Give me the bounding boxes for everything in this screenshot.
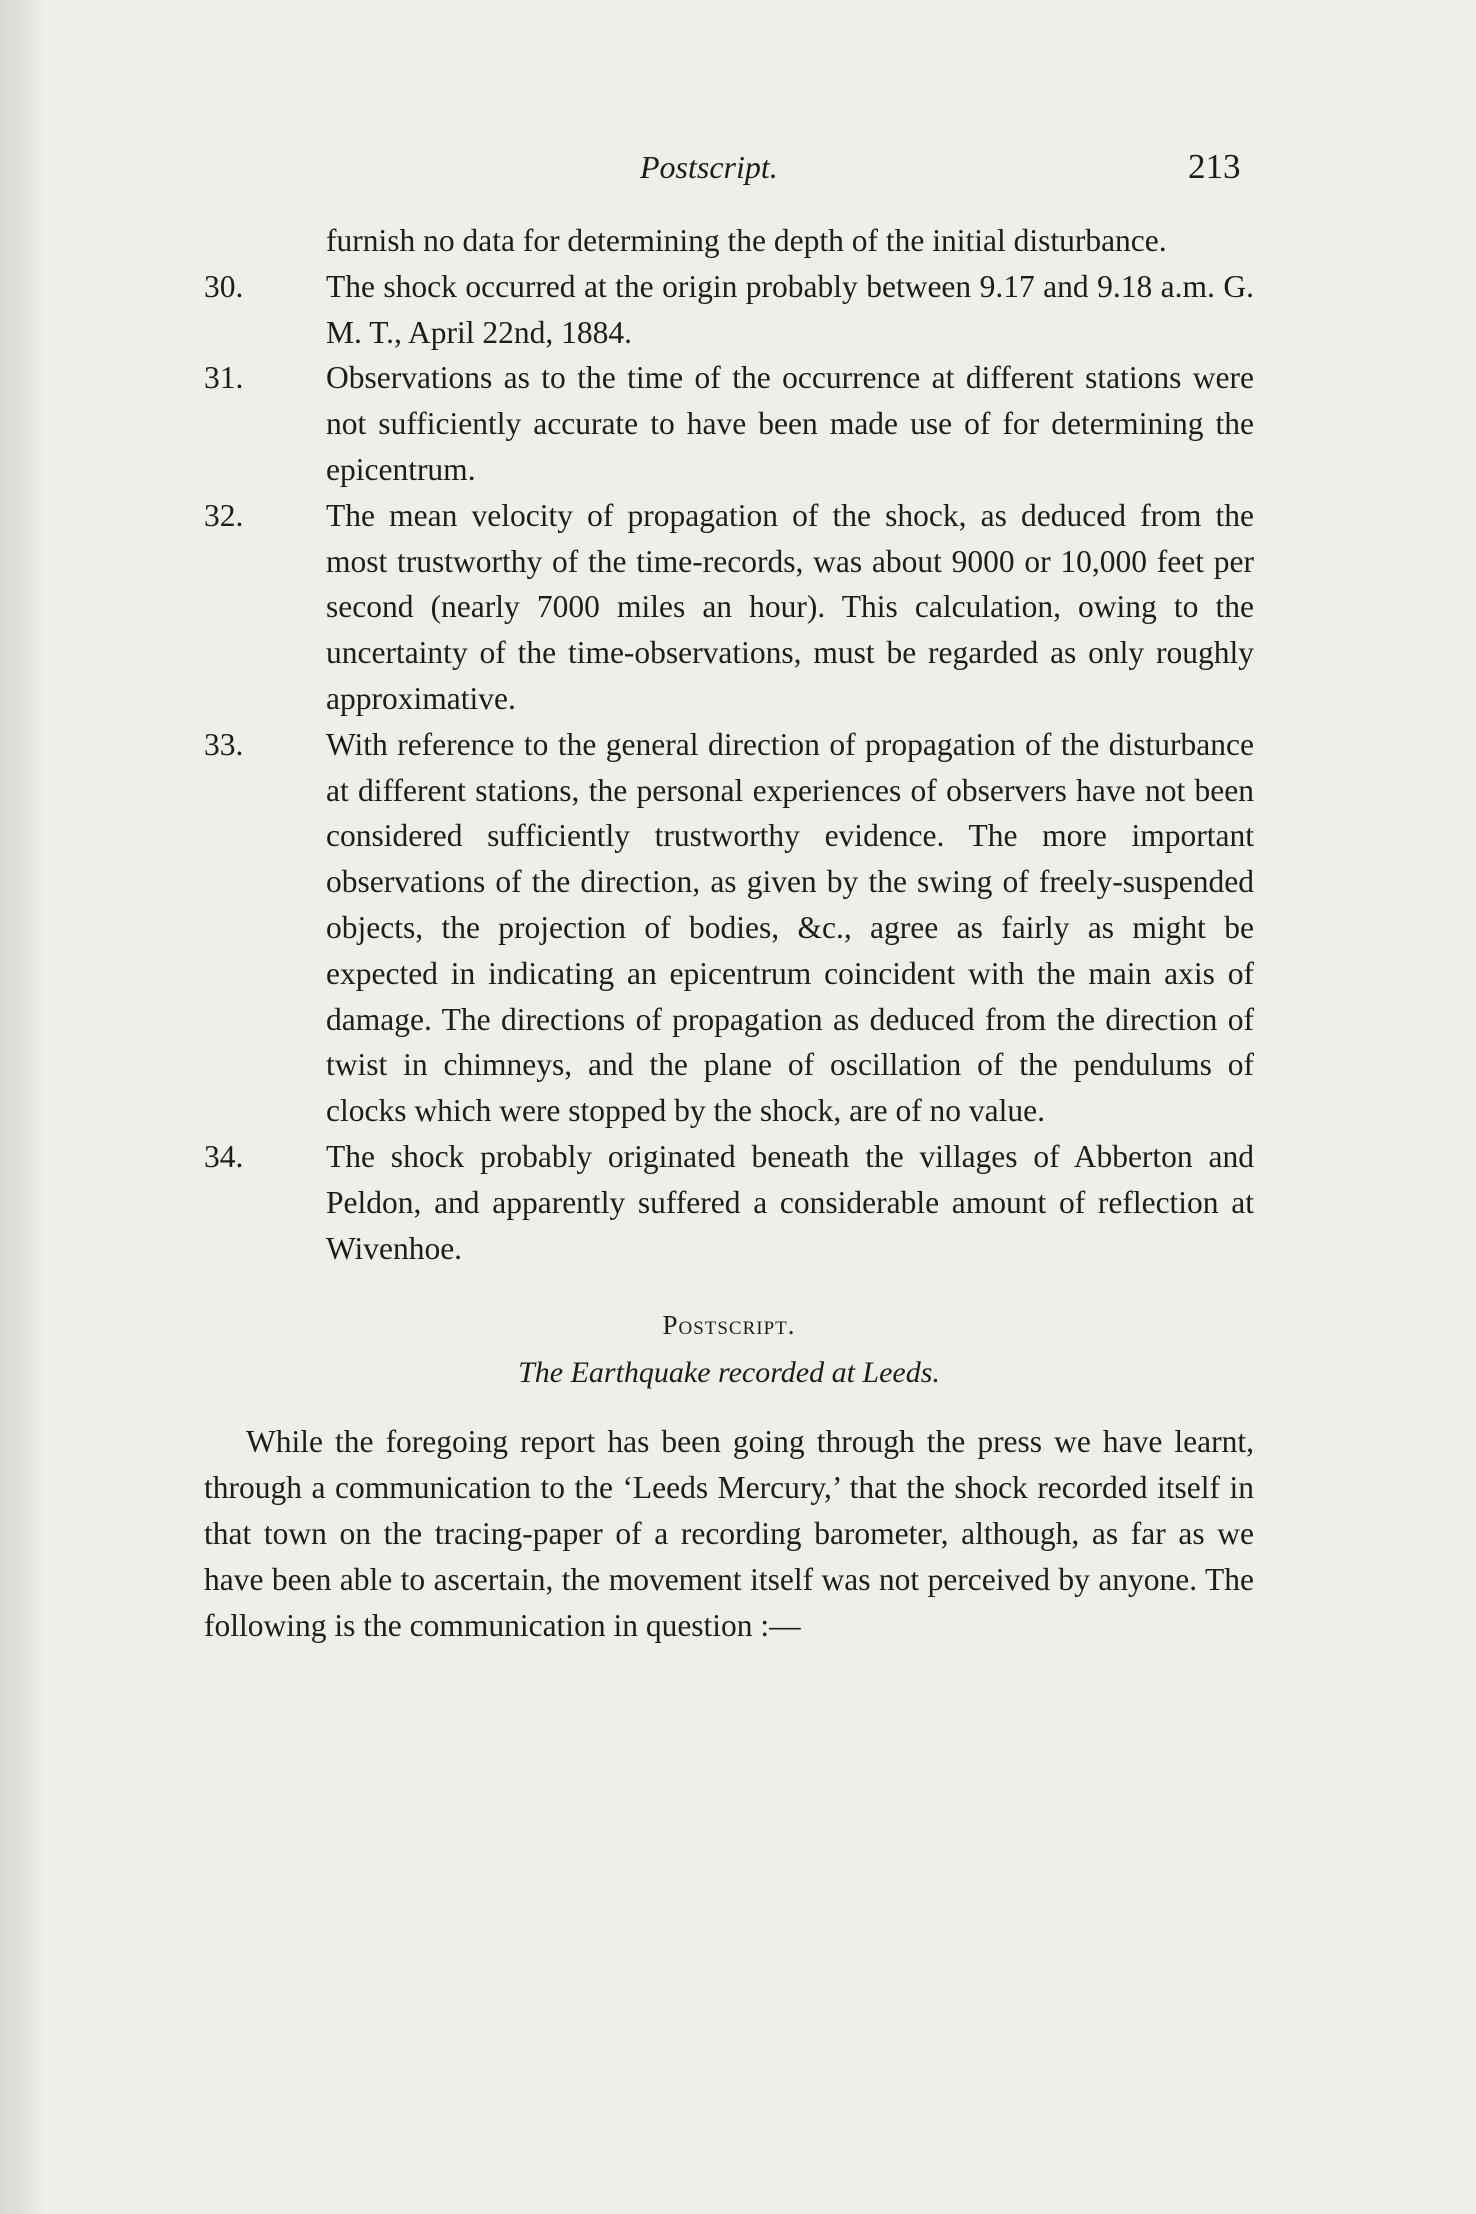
list-item-text: furnish no data for determining the depth of the initial disturbance. [326, 223, 1167, 258]
list-item-30 [204, 264, 1254, 356]
page-gutter-shadow [0, 0, 42, 2214]
list-item-text: Observations as to the time of the occurrence at different stations were not sufficiently accurate to have been made use of for determining the epicentrum. [326, 360, 1254, 487]
list-item-33 [204, 722, 1254, 1134]
list-item-text: With reference to the general direction of propagation of the disturbance at different stations, the personal experiences of observers have not been considered sufficiently trustworthy evidence. The more important observations of the direction, as given by the swing of freely-suspended objects, the projection of bodies, &c., agree as fairly as might be expected in indicating an epicentrum coincident with the main axis of damage. The directions of propagation as deduced from the direction of twist in chimneys, and the plane of oscillation of the pendulums of clocks which were stopped by the shock, are of no value. [326, 726, 1254, 1129]
list-item-number: 31. [204, 360, 244, 396]
page-number: 213 [1188, 147, 1241, 186]
page-header [0, 142, 1476, 192]
body-paragraph: While the foregoing report has been going through the press we have learnt, through a communication to the ‘Leeds Mercury,’ that the shock recorded itself in that town on the tracing-paper of a recording barometer, although, as far as we have been able to ascertain, the movement itself was not perceived by anyone. The following is the communication in question :— [204, 1424, 1254, 1643]
section-title: Postscript. [662, 1310, 796, 1341]
running-head: Postscript. [640, 149, 778, 185]
list-item-number: 34. [204, 1138, 244, 1174]
list-item-number: 33. [204, 726, 244, 762]
list-item-number: 32. [204, 497, 244, 533]
list-item-31 [204, 355, 1254, 492]
list-item-text: The mean velocity of propagation of the shock, as deduced from the most trustworthy of the time-records, was about 9000 or 10,000 feet per second (nearly 7000 miles an hour). This calculation, owing to the uncertainty of the time-observations, must be regarded as only roughly approximative. [326, 497, 1254, 716]
list-item-text: The shock probably originated beneath the villages of Abberton and Peldon, and apparently suffered a considerable amount of reflection at Wivenhoe. [326, 1138, 1254, 1266]
list-item-34 [204, 1134, 1254, 1271]
list-item-text: The shock occurred at the origin probably between 9.17 and 9.18 a.m. G. M. T., April 22nd, 1884. [326, 268, 1254, 350]
section-subtitle: The Earthquake recorded at Leeds. [518, 1356, 940, 1390]
list-item-continued [204, 218, 1254, 264]
list-item-number: 30. [204, 268, 244, 304]
list-item-32 [204, 493, 1254, 722]
page-body [204, 218, 1254, 1648]
